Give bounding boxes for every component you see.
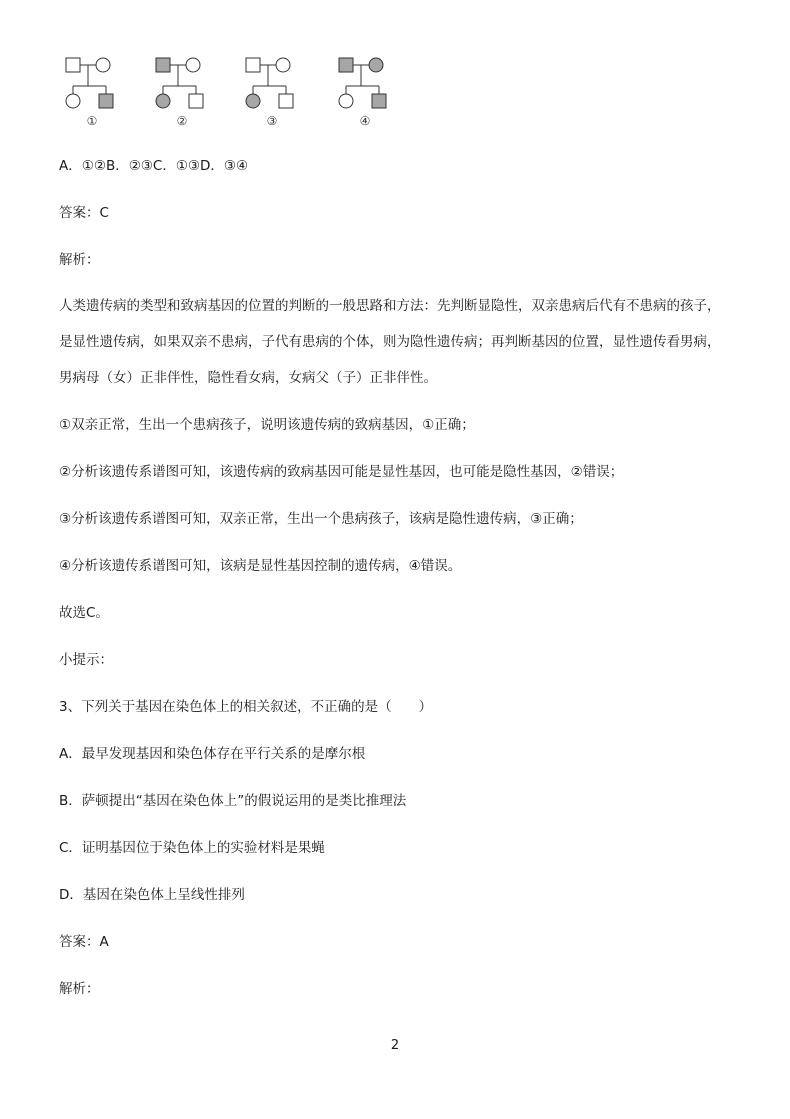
q3-option-a: A．最早发现基因和染色体存在平行关系的是摩尔根 (59, 746, 366, 762)
pedigree-4 (335, 52, 395, 128)
q3-answer: 答案：A (59, 934, 109, 950)
q2-item-3: ③分析该遗传系谱图可知，双亲正常，生出一个患病孩子，该病是隐性遗传病，③正确； (59, 511, 583, 527)
father-affected (339, 58, 353, 72)
mother-normal (186, 58, 200, 72)
page-number: 2 (390, 1038, 400, 1053)
daughter-normal (66, 94, 80, 108)
pedigree-1-chart (62, 52, 122, 114)
mother-normal (96, 58, 110, 72)
q2-options: A．①②B．②③C．①③D．③④ (59, 158, 249, 174)
daughter-affected (246, 94, 260, 108)
q3-analysis-title: 解析： (59, 981, 100, 997)
q2-tip: 小提示： (59, 652, 113, 668)
q3-option-b: B．萨顿提出“基因在染色体上”的假说运用的是类比推理法 (59, 793, 407, 809)
pedigree-2-chart (152, 52, 212, 114)
son-normal (279, 94, 293, 108)
q2-item-2: ②分析该遗传系谱图可知，该遗传病的致病基因可能是显性基因，也可能是隐性基因，②错误； (59, 464, 624, 480)
q2-analysis-title: 解析： (59, 252, 100, 268)
q2-paragraph-1: 人类遗传病的类型和致病基因的位置的判断的一般思路和方法：先判断显隐性，双亲患病后代有不患病的孩子， (59, 298, 721, 314)
pedigree-3-label: ③ (266, 114, 278, 128)
pedigree-4-chart (335, 52, 395, 114)
mother-normal (276, 58, 290, 72)
son-affected (372, 94, 386, 108)
son-normal (189, 94, 203, 108)
pedigree-1-label: ① (86, 114, 98, 128)
pedigree-4-label: ④ (359, 114, 371, 128)
q2-item-1: ①双亲正常，生出一个患病孩子，说明该遗传病的致病基因，①正确； (59, 417, 475, 433)
q2-paragraph-3: 男病母（女）正非伴性，隐性看女病，女病父（子）正非伴性。 (59, 370, 437, 386)
pedigree-1 (62, 52, 122, 128)
son-affected (99, 94, 113, 108)
q2-answer: 答案：C (59, 205, 109, 221)
father-normal (66, 58, 80, 72)
father-affected (156, 58, 170, 72)
mother-affected (369, 58, 383, 72)
q3-stem: 3、下列关于基因在染色体上的相关叙述，不正确的是（ ） (59, 699, 433, 715)
daughter-affected (156, 94, 170, 108)
pedigree-3-chart (242, 52, 302, 114)
pedigree-2 (152, 52, 212, 128)
q3-option-c: C．证明基因位于染色体上的实验材料是果蝇 (59, 840, 325, 856)
pedigree-3 (242, 52, 302, 128)
father-normal (246, 58, 260, 72)
q2-paragraph-2: 是显性遗传病，如果双亲不患病，子代有患病的个体，则为隐性遗传病；再判断基因的位置，显性遗传看男病， (59, 334, 721, 350)
q2-conclusion: 故选C。 (59, 605, 109, 621)
q2-item-4: ④分析该遗传系谱图可知，该病是显性基因控制的遗传病，④错误。 (59, 558, 462, 574)
q3-option-d: D．基因在染色体上呈线性排列 (59, 887, 245, 903)
daughter-normal (339, 94, 353, 108)
pedigree-2-label: ② (176, 114, 188, 128)
